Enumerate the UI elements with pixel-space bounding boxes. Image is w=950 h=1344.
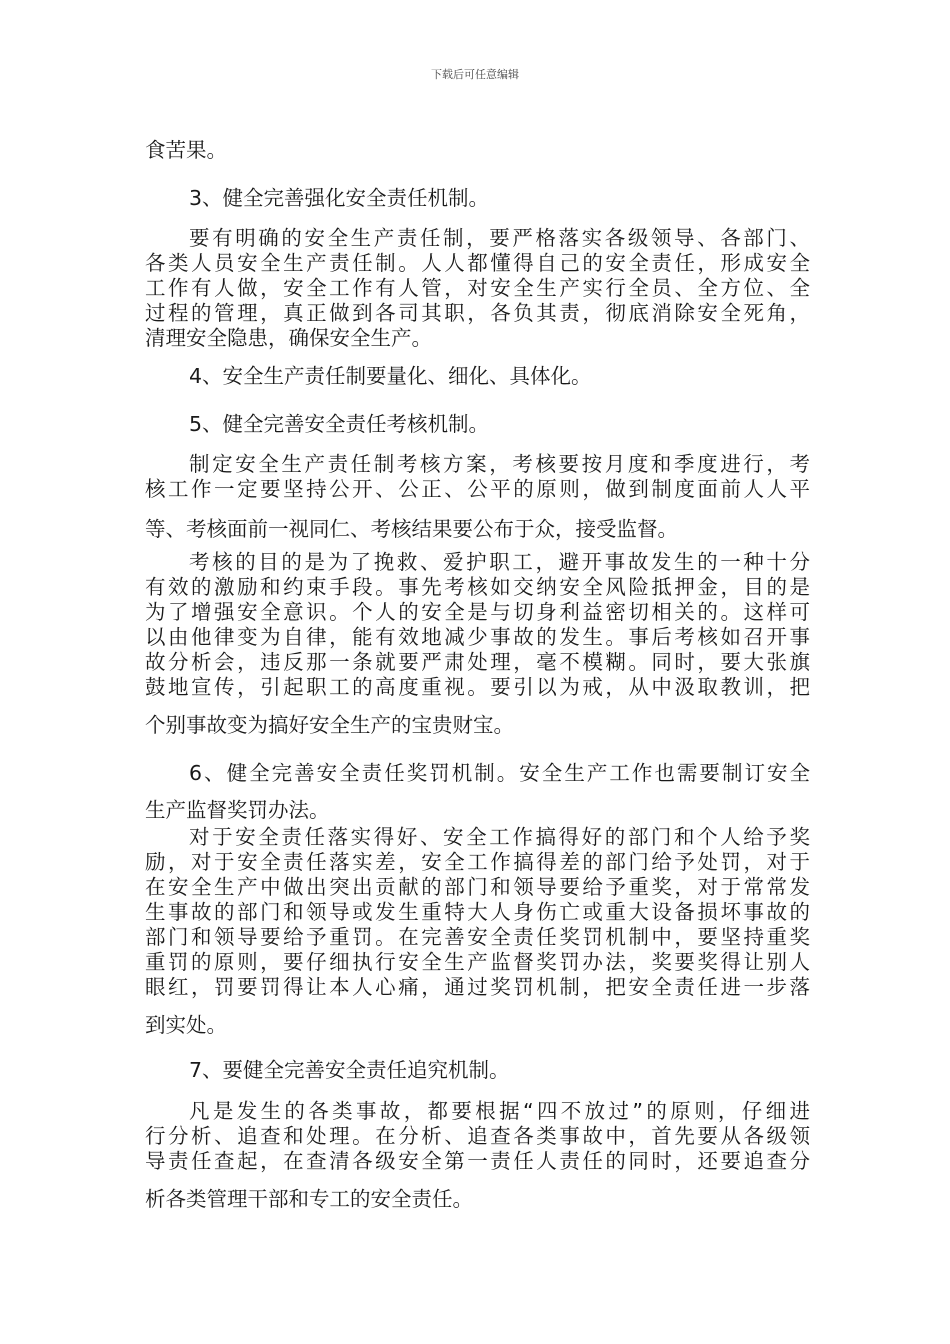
text-line: 故分析会，违反那一条就要严肃处理，毫不模糊。同时，要大张旗: [145, 650, 810, 674]
text-line: 以由他律变为自律，能有效地减少事故的发生。事后考核如召开事: [145, 625, 810, 649]
text-line: 清理安全隐患，确保安全生产。: [145, 326, 432, 350]
section-heading: 6、健全完善安全责任奖罚机制。安全生产工作也需要制订安全: [189, 761, 810, 785]
text-line: 析各类管理干部和专工的安全责任。: [145, 1187, 473, 1211]
text-line: 等、考核面前一视同仁、考核结果要公布于众，接受监督。: [145, 517, 678, 541]
section-heading: 5、健全完善安全责任考核机制。: [189, 412, 490, 436]
section-heading: 3、健全完善强化安全责任机制。: [189, 186, 490, 210]
page-header: 下载后可任意编辑: [431, 68, 519, 81]
text-line: 生事故的部门和领导或发生重特大人身伤亡或重大设备损坏事故的: [145, 900, 810, 924]
section-heading: 7、要健全完善安全责任追究机制。: [189, 1058, 510, 1082]
text-line: 凡是发生的各类事故，都要根据“四不放过”的原则，仔细进: [189, 1099, 810, 1123]
text-line: 核工作一定要坚持公开、公正、公平的原则，做到制度面前人人平: [145, 477, 810, 501]
text-line: 行分析、追查和处理。在分析、追查各类事故中，首先要从各级领: [145, 1124, 810, 1148]
text-line: 部门和领导要给予重罚。在完善安全责任奖罚机制中，要坚持重奖: [145, 925, 810, 949]
text-line: 工作有人做，安全工作有人管，对安全生产实行全员、全方位、全: [145, 276, 810, 300]
text-line: 考核的目的是为了挽救、爱护职工，避开事故发生的一种十分: [189, 550, 810, 574]
text-line: 鼓地宣传，引起职工的高度重视。要引以为戒，从中汲取教训，把: [145, 675, 810, 699]
text-line: 个别事故变为搞好安全生产的宝贵财宝。: [145, 713, 514, 737]
section-heading: 4、安全生产责任制要量化、细化、具体化。: [189, 364, 592, 388]
text-line: 生产监督奖罚办法。: [145, 798, 330, 822]
text-line: 有效的激励和约束手段。事先考核如交纳安全风险抵押金，目的是: [145, 575, 810, 599]
text-line: 为了增强安全意识。个人的安全是与切身利益密切相关的。这样可: [145, 600, 810, 624]
text-line: 食苦果。: [145, 138, 227, 162]
text-line: 制定安全生产责任制考核方案，考核要按月度和季度进行，考: [189, 452, 810, 476]
text-line: 到实处。: [145, 1013, 227, 1037]
text-line: 要有明确的安全生产责任制，要严格落实各级领导、各部门、: [189, 226, 810, 250]
text-line: 重罚的原则，要仔细执行安全生产监督奖罚办法，奖要奖得让别人: [145, 950, 810, 974]
text-line: 导责任查起，在查清各级安全第一责任人责任的同时，还要追查分: [145, 1149, 810, 1173]
text-line: 对于安全责任落实得好、安全工作搞得好的部门和个人给予奖: [189, 825, 810, 849]
text-line: 眼红，罚要罚得让本人心痛，通过奖罚机制，把安全责任进一步落: [145, 975, 810, 999]
text-line: 在安全生产中做出突出贡献的部门和领导要给予重奖，对于常常发: [145, 875, 810, 899]
text-line: 过程的管理，真正做到各司其职，各负其责，彻底消除安全死角，: [145, 301, 810, 325]
text-line: 各类人员安全生产责任制。人人都懂得自己的安全责任，形成安全: [145, 251, 810, 275]
text-line: 励，对于安全责任落实差，安全工作搞得差的部门给予处罚，对于: [145, 850, 810, 874]
